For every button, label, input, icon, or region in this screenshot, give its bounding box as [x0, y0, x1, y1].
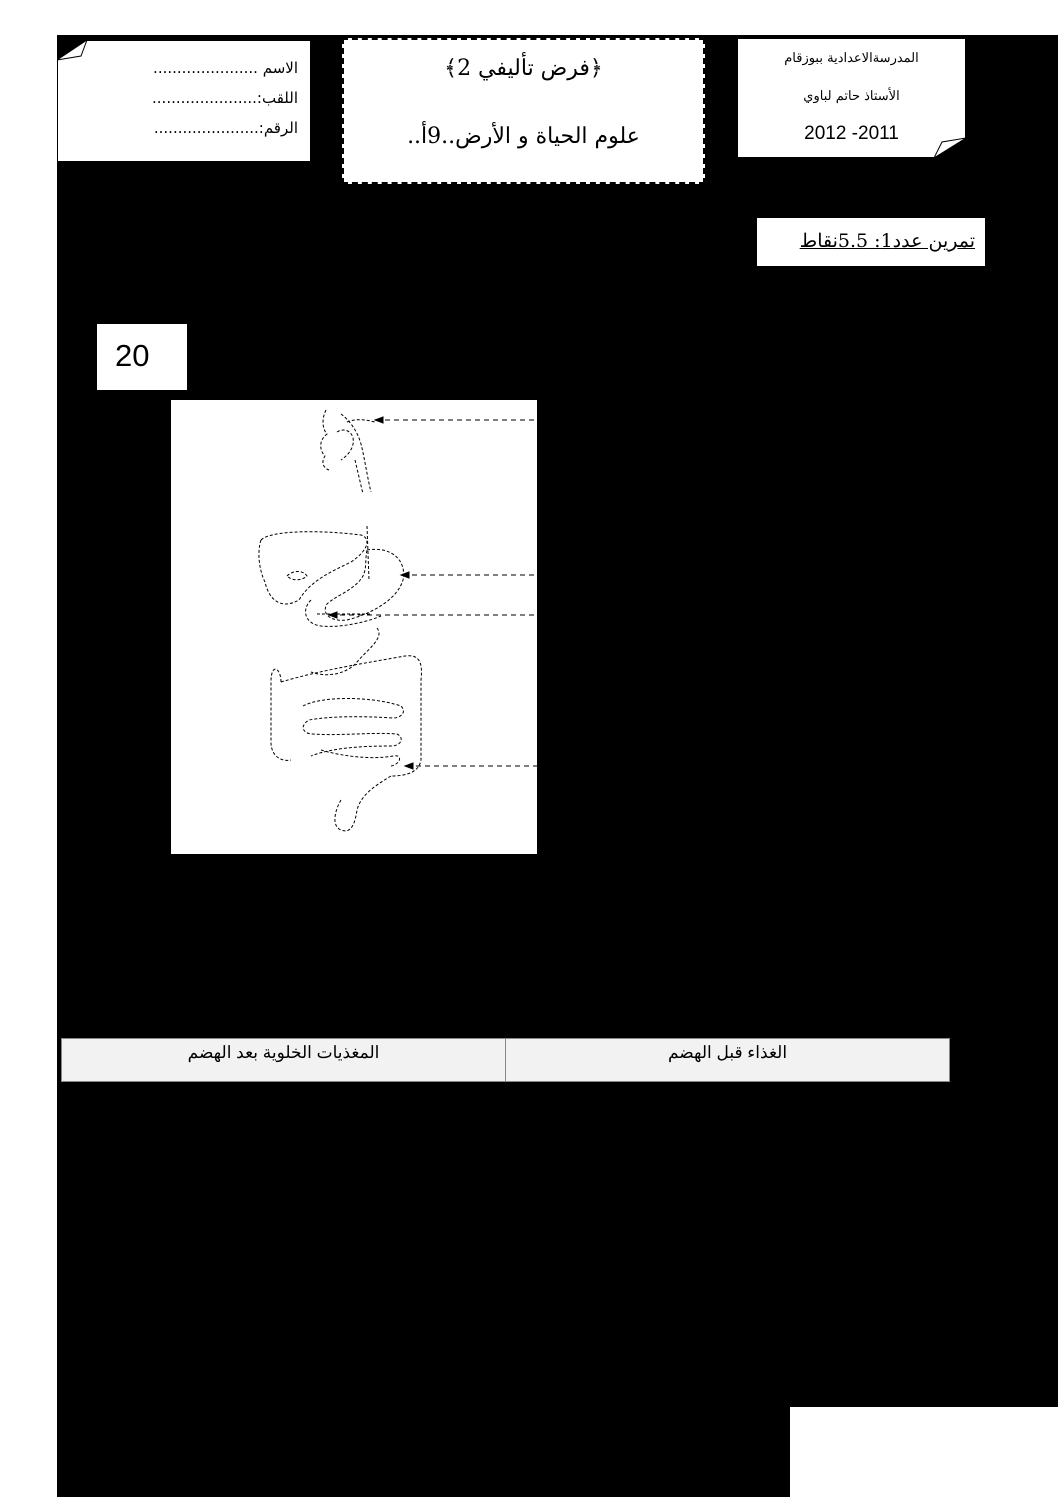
score-box	[97, 324, 187, 390]
student-name-line: الاسم ......................	[153, 59, 298, 77]
school-year: 2012 -2011	[804, 123, 899, 144]
digestive-system-diagram	[171, 400, 537, 854]
exercise-title: تمرين عدد1: 5.5نقاط	[799, 230, 975, 252]
exam-title: ﴿فرض تأليفي 2﴾	[444, 56, 603, 81]
page-corner	[790, 1407, 1058, 1497]
subject-title: علوم الحياة و الأرض..9أ..	[407, 124, 640, 149]
school-info-card	[737, 38, 966, 158]
total-score: 20	[115, 338, 150, 373]
table-header-before-digestion: الغذاء قبل الهضم	[505, 1039, 949, 1081]
exam-title-card	[342, 38, 705, 184]
exercise-heading	[757, 218, 985, 266]
page-curl-icon	[790, 1407, 1058, 1497]
student-surname-line: اللقب:......................	[152, 89, 298, 107]
student-info-card	[57, 40, 311, 162]
digestive-system-figure	[171, 400, 537, 854]
school-name: المدرسةالاعدادية ببوزقام	[784, 51, 919, 66]
teacher-name: الأستاذ حاتم لباوي	[803, 89, 900, 104]
student-number-line: الرقم:......................	[153, 119, 298, 137]
table-header-after-digestion: المغذيات الخلوية بعد الهضم	[187, 1043, 380, 1062]
page-fold-icon	[934, 136, 966, 158]
page-fold-icon	[57, 40, 89, 62]
nutrients-table-header	[61, 1038, 950, 1082]
